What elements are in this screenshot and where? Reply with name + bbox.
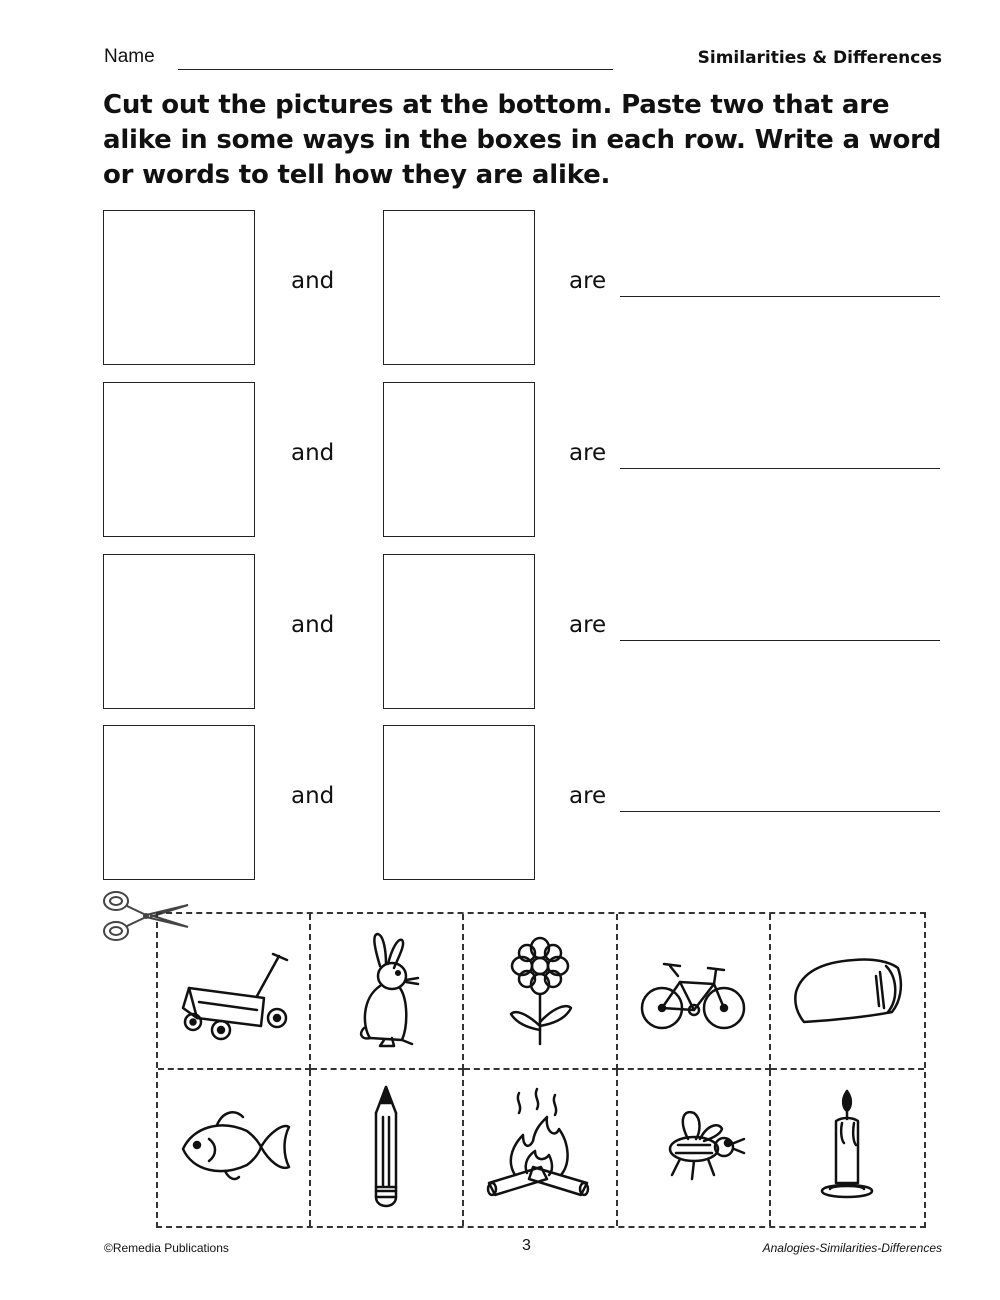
are-label: are [569,612,607,638]
paste-box-right[interactable] [383,725,535,880]
answer-line[interactable] [620,640,940,641]
campfire-icon [475,1083,605,1213]
comparison-row [0,554,1000,712]
cutout-cell[interactable] [158,914,311,1070]
comparison-row [0,382,1000,540]
and-label: and [291,783,335,809]
cutout-cell[interactable] [311,914,464,1070]
cutout-cell[interactable] [311,1070,464,1226]
answer-line[interactable] [620,468,940,469]
paste-box-right[interactable] [383,210,535,365]
paste-box-right[interactable] [383,382,535,537]
rabbit-icon [322,926,452,1056]
cutout-cell[interactable] [618,1070,771,1226]
comparison-row [0,725,1000,883]
answer-line[interactable] [620,296,940,297]
cutout-cell[interactable] [158,1070,311,1226]
worksheet-topic: Similarities & Differences [697,48,942,68]
paste-box-left[interactable] [103,210,255,365]
are-label: are [569,268,607,294]
and-label: and [291,440,335,466]
fish-icon [169,1083,299,1213]
paste-box-left[interactable] [103,725,255,880]
pillow-icon [782,926,912,1056]
name-label: Name [104,46,155,67]
paste-box-left[interactable] [103,382,255,537]
bicycle-icon [628,926,758,1056]
and-label: and [291,612,335,638]
instructions: Cut out the pictures at the bottom. Paste two that are alike in some ways in the boxes in each row. Write a word or words to tell how they are alike. [103,90,942,190]
cutout-cell[interactable] [464,914,617,1070]
paste-box-right[interactable] [383,554,535,709]
are-label: are [569,440,607,466]
wagon-icon [169,926,299,1056]
cutout-grid [156,912,926,1228]
cutout-cell[interactable] [618,914,771,1070]
name-line[interactable] [178,69,613,70]
are-label: are [569,783,607,809]
flower-icon [475,926,605,1056]
book-title: Analogies-Similarities-Differences [762,1241,942,1255]
candle-icon [782,1083,912,1213]
comparison-row [0,210,1000,368]
cutout-cell[interactable] [771,914,924,1070]
fly-icon [628,1083,758,1213]
answer-line[interactable] [620,811,940,812]
paste-box-left[interactable] [103,554,255,709]
cutout-cell[interactable] [771,1070,924,1226]
and-label: and [291,268,335,294]
publisher-credit: ©Remedia Publications [104,1241,229,1255]
page-number: 3 [522,1237,531,1254]
cutout-cell[interactable] [464,1070,617,1226]
pencil-icon [322,1083,452,1213]
